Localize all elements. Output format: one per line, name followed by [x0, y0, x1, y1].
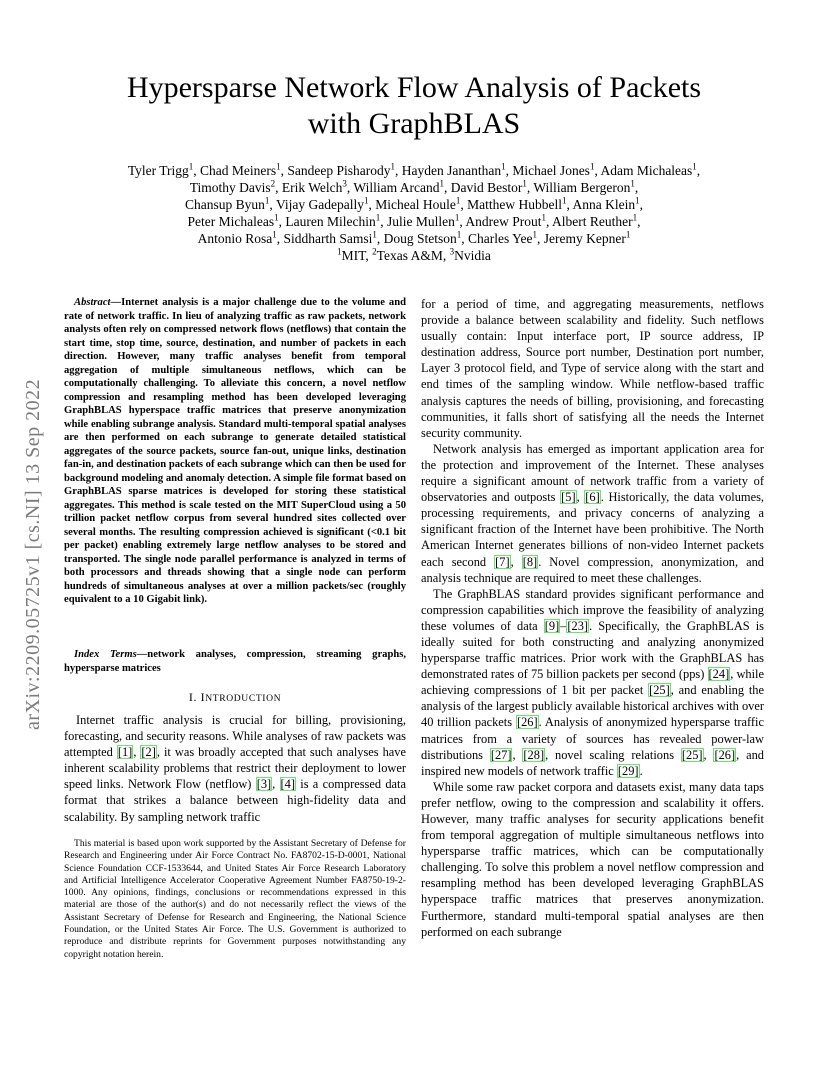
citation-link[interactable]: [27] [490, 747, 512, 762]
author-name: Tyler Trigg [127, 163, 189, 178]
citation-link[interactable]: [2] [141, 745, 156, 760]
affiliation-marker: 1 [692, 161, 697, 172]
affiliation-marker: 3 [342, 178, 347, 189]
affiliation-marker: 3 [449, 246, 455, 257]
abstract-label: Abstract [74, 297, 111, 308]
affiliation-marker: 1 [635, 195, 640, 206]
body-text: . Specifically, the GraphBLAS is ideally suited for both constructing and analyzing anonymized hypersparse traffic matrices. Prior work with the GraphBLAS has demonstrated rates of 75 billion packets per second (pps) [421, 618, 765, 682]
author-name: Julie Mullen [386, 214, 455, 229]
body-text: , [272, 777, 280, 792]
affiliation-marker: 1 [561, 195, 567, 206]
author-name: Vijay Gadepally [275, 197, 364, 212]
author-name: Micheal Houle [375, 197, 456, 212]
affiliation-marker: 1 [454, 212, 460, 223]
author-name: Jeremy Kepner [543, 231, 626, 246]
citation-link[interactable]: [7] [495, 554, 510, 569]
body-text: , [512, 747, 523, 762]
body-text: , novel scaling relations [545, 747, 681, 762]
affiliation-marker: 1 [541, 212, 546, 223]
citation-link[interactable]: [4] [280, 777, 295, 792]
index-terms-label: Index Terms [74, 649, 137, 660]
affiliation-marker: 1 [625, 229, 631, 240]
affiliation-marker: 1 [456, 229, 462, 240]
affiliation-marker: 1 [390, 161, 395, 172]
author-name: Siddharth Samsi [283, 231, 373, 246]
abstract-text: —Internet analysis is a major challenge due to the volume and rate of network traffic. In lieu of analyzing traffic as raw packets, network analysts often rely on compressed network flows (netflows) that contain the start time, stop time, source, destination, and number of packets in each direction. However, many traffic analyses benefit from temporal aggregation of multiple simultaneous netflows, which can be computationally challenging. To alleviate this concern, a novel netflow compression and resampling method has been developed leveraging GraphBLAS hyperspace traffic matrices that preserve anonymization while enabling subrange analysis. Standard multi-temporal spatial analyses are then performed on each subrange to generate detailed statistical aggregates of the source packets, source fan-out, unique links, destination fan-in, and destination packets of each subrange which can then be used for background modeling and anomaly detection. A simple file format based on GraphBLAS sparse matrices is developed for storing these statistical aggregates. This method is scale tested on the MIT SuperCloud using a 50 trillion packet netflow corpus from several hundred sites collected over several months. The resulting compression achieved is significant (<0.1 bit per packet) enabling extremely large netflow analyses to be stored and transported. The single node parallel performance is analyzed in terms of both processors and threads showing that a single node can perform hundreds of simultaneous analyses at over a million packets/sec (roughly equivalent to a 10 Gigabit link). [64, 297, 406, 605]
citation-link[interactable]: [25] [681, 747, 703, 762]
affiliation-marker: 1 [589, 161, 595, 172]
citation-link[interactable]: [9] [544, 618, 560, 633]
author-name: Chad Meiners [200, 163, 277, 178]
affiliation-marker: 1 [276, 161, 281, 172]
author-name: William Bergeron [533, 180, 631, 195]
author-list [62, 162, 766, 264]
citation-link[interactable]: [26] [714, 747, 736, 762]
author-name: Andrew Prout [465, 214, 542, 229]
section-heading-introduction: I. INTRODUCTION [188, 690, 282, 704]
affiliation-marker: 1 [632, 212, 638, 223]
citation-link[interactable]: [29] [617, 763, 639, 778]
affiliation-marker: 1 [188, 161, 194, 172]
citation-link[interactable]: [23] [567, 618, 589, 633]
body-text: While some raw packet corpora and datasets exist, many data taps prefer netflow, owing to the compression and scalability it offers. However, many traffic analyses for security applications benefit from temporal aggregation of multiple simultaneous netflows into hypersparse traffic matrices, which can be computationally challenging. To solve this problem a novel netflow compression and resampling method has been developed leveraging GraphBLAS hyperspace traffic matrices that preserves anonymization. Furthermore, standard multi-temporal spatial analyses are then performed on each subrange [421, 779, 764, 939]
affiliation-marker: 1 [455, 195, 461, 206]
introduction-paragraph [64, 712, 406, 825]
author-name: Matthew Hubbell [467, 197, 562, 212]
affiliation-name: Nvidia [454, 248, 491, 263]
author-name: Hayden Jananthan [401, 163, 502, 178]
citation-link[interactable]: [1] [117, 745, 133, 760]
author-line: Timothy Davis$^2$, Erik Welch$^3$, William Arcand$^1$, David Bestor$^1$, William Bergeron$^1$, [189, 178, 639, 195]
affiliation-marker: 1 [274, 212, 279, 223]
author-name: Timothy Davis [189, 180, 271, 195]
affiliation-marker: 1 [630, 178, 635, 189]
author-line: Chansup Byun$^1$, Vijay Gadepally$^1$, Micheal Houle$^1$, Matthew Hubbell$^1$, Anna Klein$^1$, [185, 195, 643, 212]
body-text: – [560, 618, 567, 633]
body-paragraph [421, 779, 764, 940]
body-text: , [576, 490, 585, 505]
title-line-2: with GraphBLAS [307, 107, 521, 140]
affiliation-marker: 1 [501, 161, 506, 172]
citation-link[interactable]: [24] [708, 667, 730, 682]
body-text: , and enabling the analysis of the largest publicly available historical archives with over 40 trillion packets [421, 683, 764, 730]
affiliation-marker: 1 [439, 178, 444, 189]
author-name: Sandeep Pisharody [287, 163, 391, 178]
author-line: Antonio Rosa$^1$, Siddharth Samsi$^1$, Doug Stetson$^1$, Charles Yee$^1$, Jeremy Kepner$^1$ [197, 229, 631, 246]
title-line-1: Hypersparse Network Flow Analysis of Packets [126, 71, 702, 104]
author-name: Albert Reuther [551, 214, 633, 229]
body-paragraph [421, 296, 764, 441]
affiliation-marker: 1 [337, 246, 342, 257]
body-text: , [703, 747, 714, 762]
body-text: Internet traffic analysis is crucial for billing, provisioning, forecasting, and security reasons. While analyses of raw packets was attempted [64, 713, 406, 760]
body-text: . Historically, the data volumes, processing requirements, and privacy concerns of analyzing a significant fraction of the Internet have been prohibitive. The North American Internet generates billions of non-video Internet packets each second [421, 490, 764, 569]
body-text: for a period of time, and aggregating measurements, netflows provide a balance between scalability and fidelity. Such netflows usually contain: Input interface port, IP source address, IP destination address, Source port number, Destination port number, Layer 3 protocol field, and Type of service along with the start and end times of the sampling window. While netflow-based traffic analysis captures the needs of billing, provisioning, and forecasting communities, it falls short of satisfying all the needs the Internet security community. [421, 297, 764, 440]
author-name: William Arcand [353, 180, 440, 195]
body-paragraph [421, 441, 764, 586]
right-column [421, 296, 764, 940]
affiliation-marker: 1 [522, 178, 527, 189]
body-paragraph [421, 586, 764, 779]
body-text: The GraphBLAS standard provides significant performance and compression capabilities which improve the feasibility of analyzing these volumes of data [421, 586, 764, 633]
author-name: Charles Yee [468, 231, 533, 246]
body-text: , it was broadly accepted that such analyses have inherent scalability problems that restrict their deployment to lower speed links. Network Flow (netflow) [64, 745, 406, 792]
body-text: , [133, 745, 141, 760]
author-name: Peter Michaleas [187, 214, 275, 229]
author-name: David Bestor [450, 180, 523, 195]
index-terms-text: —network analyses, compression, streaming graphs, hypersparse matrices [64, 649, 406, 674]
body-text: , while achieving compressions of 1 bit per packet [421, 667, 764, 698]
paper-title [60, 70, 768, 142]
abstract [64, 296, 406, 607]
affiliation-marker: 1 [532, 229, 538, 240]
affiliation-marker: 1 [264, 195, 270, 206]
author-name: Erik Welch [281, 180, 343, 195]
author-name: Chansup Byun [185, 197, 265, 212]
affiliation-marker: 2 [372, 246, 377, 257]
author-name: Adam Michaleas [600, 163, 693, 178]
body-text: is a compressed data format that strikes a balance between high-fidelity data and scalability. By sampling network traffic [64, 777, 406, 824]
affiliation-marker: 1 [372, 229, 377, 240]
author-line: Peter Michaleas$^1$, Lauren Milechin$^1$, Julie Mullen$^1$, Andrew Prout$^1$, Albert Reuther$^1$, [187, 212, 641, 229]
citation-link[interactable]: [5] [561, 490, 576, 505]
affiliation-name: MIT [341, 248, 366, 263]
author-lines [62, 162, 766, 247]
citation-link[interactable]: [28] [523, 747, 545, 762]
affiliation-marker: 1 [363, 195, 369, 206]
affiliation-name: Texas A&M [376, 248, 443, 263]
affiliations: $^1$MIT, $^2$Texas A&M, $^3$Nvidia [337, 246, 491, 263]
body-text: , and inspired new models of network traffic [421, 747, 764, 778]
arxiv-side-stamp[interactable]: arXiv:2209.05725v1 [cs.NI] 13 Sep 2022 [22, 378, 44, 730]
body-text: , [510, 554, 522, 569]
citation-link[interactable]: [3] [256, 777, 272, 792]
author-name: Doug Stetson [383, 231, 457, 246]
author-name: Antonio Rosa [197, 231, 273, 246]
author-name: Michael Jones [512, 163, 590, 178]
affiliation-marker: 1 [375, 212, 381, 223]
body-text: . Analysis of anonymized hypersparse traffic matrices from a variety of sources has revealed power-law distributions [421, 715, 764, 762]
author-name: Anna Klein [572, 197, 636, 212]
citation-link[interactable]: [26] [516, 715, 538, 730]
index-terms [64, 648, 406, 675]
author-name: Lauren Milechin [285, 214, 376, 229]
citation-link[interactable]: [8] [522, 554, 538, 569]
affiliation-marker: 2 [270, 178, 276, 189]
body-text: . Novel compression, anonymization, and analysis technique are required to meet these challenges. [421, 554, 765, 585]
affiliation-marker: 1 [272, 229, 277, 240]
citation-link[interactable]: [25] [649, 683, 670, 698]
body-text: . [639, 763, 643, 778]
author-line: Tyler Trigg$^1$, Chad Meiners$^1$, Sandeep Pisharody$^1$, Hayden Jananthan$^1$, Michael Jones$^1$, Adam Michaleas$^1$, [127, 161, 701, 178]
citation-link[interactable]: [6] [585, 490, 600, 505]
body-text: Network analysis has emerged as important application area for the protection and improvement of the Internet. These analyses require a significant amount of network traffic from a variety of observatories and outposts [421, 441, 764, 505]
funding-footnote: This material is based upon work supported by the Assistant Secretary of Defense for Research and Engineering under Air Force Contract No. FA8702-15-D-0001, National Science Foundation CCF-1533644, and United States Air Force Research Laboratory and Artificial Intelligence Accelerator Cooperative Agreement Number FA8750-19-2-1000. Any opinions, findings, conclusions or recommendations expressed in this material are those of the author(s) and do not necessarily reflect the views of the Assistant Secretary of Defense for Research and Engineering, the National Science Foundation, or the United States Air Force. The U.S. Government is authorized to reproduce and distribute reprints for Government purposes notwithstanding any copyright notation herein. [64, 838, 406, 960]
